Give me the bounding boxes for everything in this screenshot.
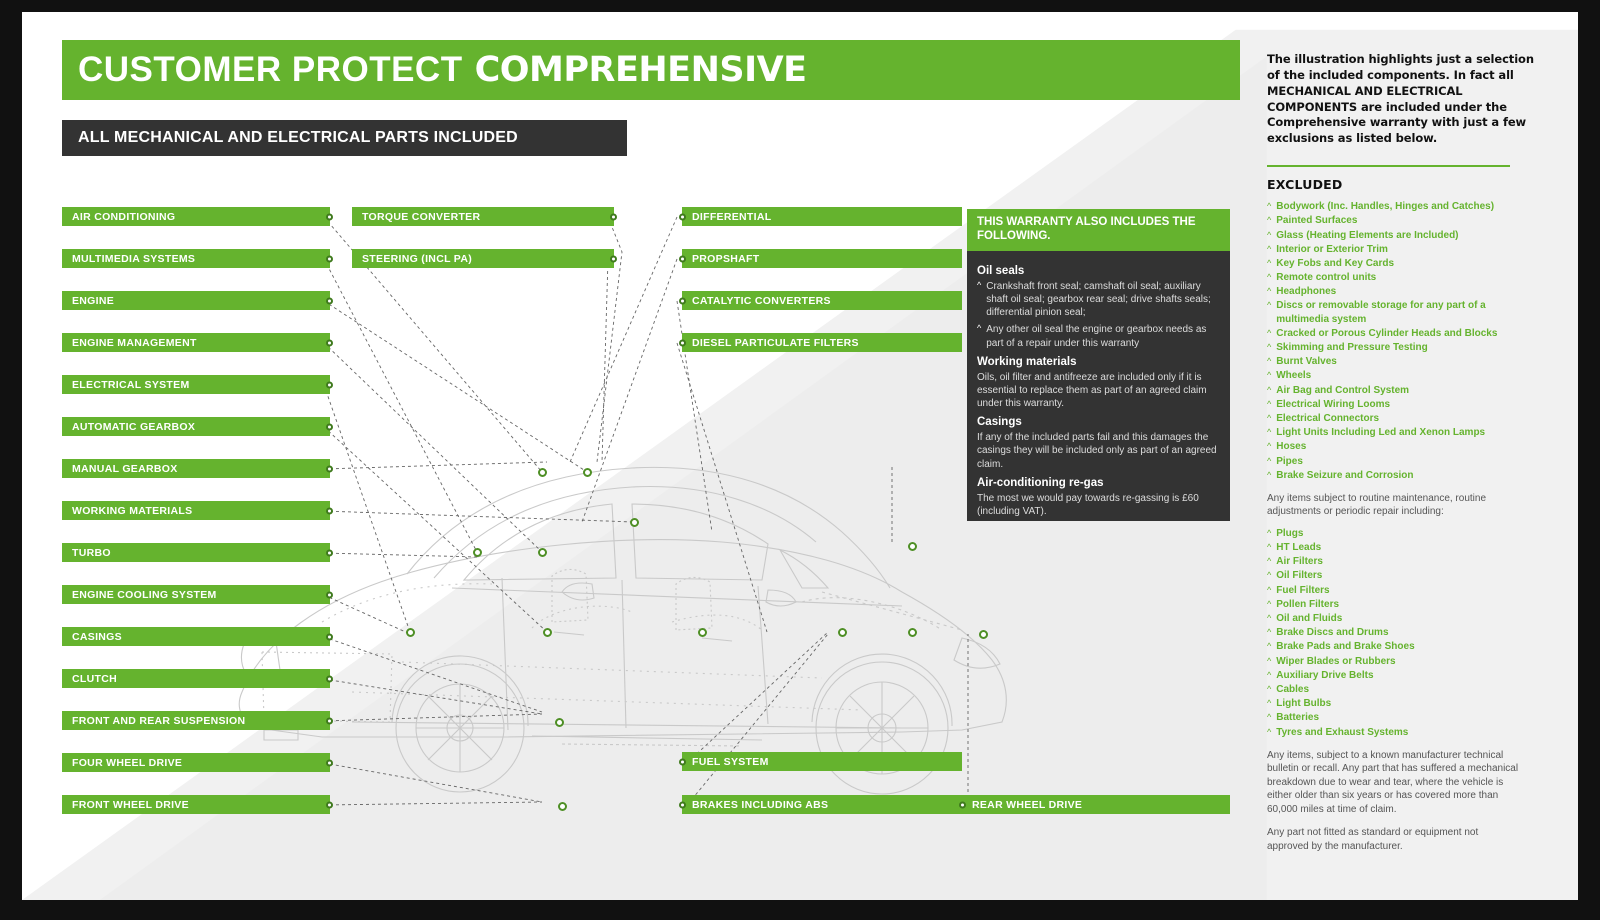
label-text: MANUAL GEARBOX xyxy=(72,462,178,475)
label-text: TORQUE CONVERTER xyxy=(362,210,481,223)
routine-item xyxy=(1267,726,1537,739)
label-steering xyxy=(352,249,614,268)
label-electrical-system xyxy=(62,375,330,394)
section-title-working-materials: Working materials xyxy=(977,355,1077,368)
chevron-up-icon: ^ xyxy=(1267,257,1272,268)
chevron-up-icon: ^ xyxy=(1267,542,1272,553)
label-text: BRAKES INCLUDING ABS xyxy=(692,798,829,811)
chevron-up-icon: ^ xyxy=(1267,441,1272,452)
label-brakes-including-abs xyxy=(682,795,962,814)
car-node xyxy=(538,468,547,477)
excluded-item xyxy=(1267,299,1537,325)
label-text: STEERING (INCL PA) xyxy=(362,252,473,265)
connector-dot xyxy=(679,758,686,765)
connector-dot xyxy=(326,465,333,472)
chevron-up-icon: ^ xyxy=(1267,683,1272,694)
excluded-item xyxy=(1267,243,1537,256)
chevron-up-icon: ^ xyxy=(1267,613,1272,624)
excluded-item xyxy=(1267,469,1537,482)
label-air-conditioning xyxy=(62,207,330,226)
connector-dot xyxy=(326,759,333,766)
excluded-item xyxy=(1267,455,1537,468)
excluded-item-label: Painted Surfaces xyxy=(1276,215,1358,227)
chevron-up-icon: ^ xyxy=(1267,370,1272,381)
label-text: FRONT WHEEL DRIVE xyxy=(72,798,189,811)
warranty-includes-panel xyxy=(967,209,1230,521)
chevron-up-icon: ^ xyxy=(1267,327,1272,338)
excluded-item xyxy=(1267,341,1537,354)
subtitle-text: ALL MECHANICAL AND ELECTRICAL PARTS INCLUDED xyxy=(78,129,518,146)
chevron-up-icon: ^ xyxy=(1267,469,1272,480)
excluded-item-label: Interior or Exterior Trim xyxy=(1276,243,1388,255)
car-node xyxy=(543,628,552,637)
bullet-text: Crankshaft front seal; camshaft oil seal; auxiliary shaft oil seal; gearbox rear seal; drive shafts seals; differential pinion seal; xyxy=(986,280,1211,319)
chevron-up-icon: ^ xyxy=(1267,527,1272,538)
chevron-up-icon: ^ xyxy=(1267,342,1272,353)
excluded-item xyxy=(1267,398,1537,411)
car-node xyxy=(979,630,988,639)
connector-dot xyxy=(326,633,333,640)
excluded-item-label: Burnt Valves xyxy=(1276,356,1337,368)
car-node xyxy=(558,802,567,811)
connector-dot xyxy=(326,213,333,220)
excluded-item-label: Light Units Including Led and Xenon Lamps xyxy=(1276,427,1486,439)
section-text: Oils, oil filter and antifreeze are included only if it is essential to replace them as part of an agreed claim under this warranty. xyxy=(977,371,1207,410)
chevron-up-icon: ^ xyxy=(1267,669,1272,680)
routine-item-label: Plugs xyxy=(1276,527,1304,539)
routine-item-label: Brake Pads and Brake Shoes xyxy=(1276,641,1415,653)
routine-maintenance-note: Any items subject to routine maintenance, routine adjustments or periodic repair including: xyxy=(1267,492,1487,518)
routine-item-label: Pollen Filters xyxy=(1276,598,1340,610)
non-standard-parts-note: Any part not fitted as standard or equipment not approved by the manufacturer. xyxy=(1267,827,1479,852)
routine-item xyxy=(1267,669,1537,682)
chevron-up-icon: ^ xyxy=(1267,427,1272,438)
chevron-up-icon: ^ xyxy=(1267,356,1272,367)
excluded-item-label: Key Fobs and Key Cards xyxy=(1276,257,1395,269)
chevron-up-icon: ^ xyxy=(1267,300,1272,311)
chevron-up-icon: ^ xyxy=(1267,655,1272,666)
illustration-note: The illustration highlights just a selection of the included components. In fact all MECHANICAL AND ELECTRICAL COMPONENTS are included under the Comprehensive warranty with just a few exclusions as listed below. xyxy=(1267,52,1534,146)
connector-dot xyxy=(326,297,333,304)
label-four-wheel-drive xyxy=(62,753,330,772)
section-title-air-conditioning-regas: Air-conditioning re-gas xyxy=(977,476,1104,489)
excluded-item-label: Electrical Wiring Looms xyxy=(1276,398,1391,410)
label-casings xyxy=(62,627,330,646)
label-engine-management xyxy=(62,333,330,352)
label-propshaft xyxy=(682,249,962,268)
excluded-item xyxy=(1267,440,1537,453)
connector-dot xyxy=(610,213,617,220)
label-text: AUTOMATIC GEARBOX xyxy=(72,420,196,433)
excluded-item xyxy=(1267,369,1537,382)
routine-item-label: Tyres and Exhaust Systems xyxy=(1276,726,1409,738)
label-rear-wheel-drive xyxy=(962,795,1230,814)
oil-seals-bullet xyxy=(977,323,1220,349)
excluded-item xyxy=(1267,257,1537,270)
connector-dot xyxy=(679,297,686,304)
car-node xyxy=(538,548,547,557)
excluded-item xyxy=(1267,412,1537,425)
chevron-up-icon: ^ xyxy=(1267,698,1272,709)
poster-subtitle-bar xyxy=(62,120,627,156)
routine-item-label: Wiper Blades or Rubbers xyxy=(1276,655,1396,667)
car-node xyxy=(473,548,482,557)
chevron-up-icon: ^ xyxy=(1267,286,1272,297)
connector-dot xyxy=(326,717,333,724)
chevron-up-icon: ^ xyxy=(1267,384,1272,395)
label-differential xyxy=(682,207,962,226)
label-text: FOUR WHEEL DRIVE xyxy=(72,756,183,769)
car-node xyxy=(838,628,847,637)
label-working-materials xyxy=(62,501,330,520)
routine-item xyxy=(1267,697,1537,710)
label-diesel-particulate-filters xyxy=(682,333,962,352)
excluded-item-label: Hoses xyxy=(1276,441,1307,453)
panel-body xyxy=(967,251,1230,532)
label-text: ENGINE COOLING SYSTEM xyxy=(72,588,217,601)
excluded-item xyxy=(1267,271,1537,284)
routine-item-label: Oil Filters xyxy=(1276,570,1323,582)
chevron-up-icon: ^ xyxy=(1267,712,1272,723)
label-fuel-system xyxy=(682,752,962,771)
title-light: CUSTOMER PROTECT xyxy=(78,50,463,89)
connector-dot xyxy=(326,255,333,262)
label-text: CASINGS xyxy=(72,630,122,643)
connector-dot xyxy=(326,381,333,388)
car-node xyxy=(908,628,917,637)
excluded-item-label: Bodywork (Inc. Handles, Hinges and Catches) xyxy=(1276,201,1495,213)
connector-dot xyxy=(679,255,686,262)
routine-item xyxy=(1267,598,1537,611)
section-title-oil-seals: Oil seals xyxy=(977,264,1025,277)
car-node xyxy=(908,542,917,551)
routine-item xyxy=(1267,541,1537,554)
routine-item-label: Cables xyxy=(1276,683,1310,695)
technical-bulletin-note: Any items, subject to a known manufacturer technical bulletin or recall. Any part that has suffered a mechanical breakdown due to wear and tear, where the vehicle is either older than six years or has covered more than 60,000 miles at time of claim. xyxy=(1267,749,1519,815)
chevron-up-icon: ^ xyxy=(1267,570,1272,581)
exclusions-column xyxy=(1267,52,1537,861)
excluded-item xyxy=(1267,229,1537,242)
car-node xyxy=(555,718,564,727)
label-text: ENGINE MANAGEMENT xyxy=(72,336,197,349)
excluded-item xyxy=(1267,426,1537,439)
chevron-up-icon: ^ xyxy=(1267,598,1272,609)
label-text: DIESEL PARTICULATE FILTERS xyxy=(692,336,859,349)
routine-item-label: Fuel Filters xyxy=(1276,584,1330,596)
label-engine-cooling-system xyxy=(62,585,330,604)
chevron-up-icon: ^ xyxy=(1267,556,1272,567)
connector-dot xyxy=(326,339,333,346)
routine-item xyxy=(1267,711,1537,724)
label-text: AIR CONDITIONING xyxy=(72,210,176,223)
section-title-casings: Casings xyxy=(977,416,1022,429)
connector-dot xyxy=(610,255,617,262)
label-text: WORKING MATERIALS xyxy=(72,504,193,517)
connector-dot xyxy=(326,591,333,598)
connector-dot xyxy=(326,423,333,430)
label-automatic-gearbox xyxy=(62,417,330,436)
connector-dot xyxy=(326,675,333,682)
excluded-item-label: Headphones xyxy=(1276,286,1337,298)
label-catalytic-converters xyxy=(682,291,962,310)
chevron-up-icon: ^ xyxy=(1267,201,1272,212)
label-clutch xyxy=(62,669,330,688)
routine-item xyxy=(1267,584,1537,597)
routine-item xyxy=(1267,612,1537,625)
label-multimedia-systems xyxy=(62,249,330,268)
label-text: PROPSHAFT xyxy=(692,252,760,265)
car-node xyxy=(698,628,707,637)
label-text: ELECTRICAL SYSTEM xyxy=(72,378,190,391)
excluded-item-label: Cracked or Porous Cylinder Heads and Blocks xyxy=(1276,327,1498,339)
routine-item xyxy=(1267,655,1537,668)
routine-item-label: Brake Discs and Drums xyxy=(1276,627,1389,639)
chevron-up-icon: ^ xyxy=(1267,215,1272,226)
routine-item-label: Air Filters xyxy=(1276,556,1323,568)
excluded-item xyxy=(1267,384,1537,397)
excluded-item-label: Brake Seizure and Corrosion xyxy=(1276,469,1414,481)
routine-item xyxy=(1267,527,1537,540)
poster-sheet xyxy=(22,12,1578,900)
label-turbo xyxy=(62,543,330,562)
excluded-item xyxy=(1267,285,1537,298)
divider xyxy=(1267,165,1510,167)
label-text: CLUTCH xyxy=(72,672,117,685)
title-bold: COMPREHENSIVE xyxy=(474,50,807,90)
connector-dot xyxy=(326,801,333,808)
chevron-up-icon: ^ xyxy=(1267,627,1272,638)
label-front-and-rear-suspension xyxy=(62,711,330,730)
label-text: TURBO xyxy=(72,546,111,559)
routine-item xyxy=(1267,555,1537,568)
chevron-up-icon: ^ xyxy=(1267,398,1272,409)
oil-seals-bullet xyxy=(977,280,1220,320)
chevron-up-icon: ^ xyxy=(1267,229,1272,240)
label-front-wheel-drive xyxy=(62,795,330,814)
excluded-item-label: Air Bag and Control System xyxy=(1276,384,1410,396)
routine-item xyxy=(1267,683,1537,696)
connector-dot xyxy=(326,549,333,556)
chevron-up-icon: ^ xyxy=(977,279,982,290)
label-torque-converter xyxy=(352,207,614,226)
chevron-up-icon: ^ xyxy=(977,323,982,334)
poster-title-bar xyxy=(62,40,1240,100)
excluded-heading: EXCLUDED xyxy=(1267,177,1343,193)
chevron-up-icon: ^ xyxy=(1267,272,1272,283)
chevron-up-icon: ^ xyxy=(1267,726,1272,737)
connector-dot xyxy=(679,801,686,808)
routine-item xyxy=(1267,640,1537,653)
section-text: If any of the included parts fail and this damages the casings they will be included only as part of an agreed claim. xyxy=(977,432,1217,470)
chevron-up-icon: ^ xyxy=(1267,641,1272,652)
car-node xyxy=(406,628,415,637)
routine-item xyxy=(1267,626,1537,639)
label-manual-gearbox xyxy=(62,459,330,478)
label-text: REAR WHEEL DRIVE xyxy=(972,798,1083,811)
chevron-up-icon: ^ xyxy=(1267,584,1272,595)
label-text: ENGINE xyxy=(72,294,115,307)
excluded-item-label: Pipes xyxy=(1276,455,1303,467)
excluded-item-label: Skimming and Pressure Testing xyxy=(1276,342,1428,354)
excluded-item-label: Glass (Heating Elements are Included) xyxy=(1276,229,1459,241)
excluded-item-label: Discs or removable storage for any part of a multimedia system xyxy=(1276,300,1486,325)
routine-item-label: Batteries xyxy=(1276,712,1320,724)
chevron-up-icon: ^ xyxy=(1267,412,1272,423)
chevron-up-icon: ^ xyxy=(1267,243,1272,254)
routine-item-label: HT Leads xyxy=(1276,542,1322,554)
car-node xyxy=(630,518,639,527)
label-text: FRONT AND REAR SUSPENSION xyxy=(72,714,246,727)
section-text: The most we would pay towards re-gassing is £60 (including VAT). xyxy=(977,492,1199,517)
label-text: FUEL SYSTEM xyxy=(692,755,769,768)
excluded-item xyxy=(1267,355,1537,368)
excluded-item xyxy=(1267,327,1537,340)
connector-dot xyxy=(679,339,686,346)
routine-item-label: Oil and Fluids xyxy=(1276,613,1343,625)
connector-dot xyxy=(326,507,333,514)
bullet-text: Any other oil seal the engine or gearbox needs as part of a repair under this warranty xyxy=(986,324,1207,349)
excluded-item-label: Electrical Connectors xyxy=(1276,412,1380,424)
excluded-item-label: Wheels xyxy=(1276,370,1312,382)
label-text: CATALYTIC CONVERTERS xyxy=(692,294,831,307)
chevron-up-icon: ^ xyxy=(1267,455,1272,466)
routine-item-label: Light Bulbs xyxy=(1276,698,1332,710)
label-engine xyxy=(62,291,330,310)
label-text: MULTIMEDIA SYSTEMS xyxy=(72,252,196,265)
excluded-item xyxy=(1267,214,1537,227)
routine-item-label: Auxiliary Drive Belts xyxy=(1276,669,1374,681)
routine-item xyxy=(1267,569,1537,582)
excluded-item-label: Remote control units xyxy=(1276,272,1377,284)
label-text: DIFFERENTIAL xyxy=(692,210,772,223)
car-node xyxy=(583,468,592,477)
connector-dot xyxy=(959,801,966,808)
connector-dot xyxy=(679,213,686,220)
excluded-item xyxy=(1267,200,1537,213)
panel-heading: THIS WARRANTY ALSO INCLUDES THE FOLLOWING. xyxy=(967,209,1230,251)
